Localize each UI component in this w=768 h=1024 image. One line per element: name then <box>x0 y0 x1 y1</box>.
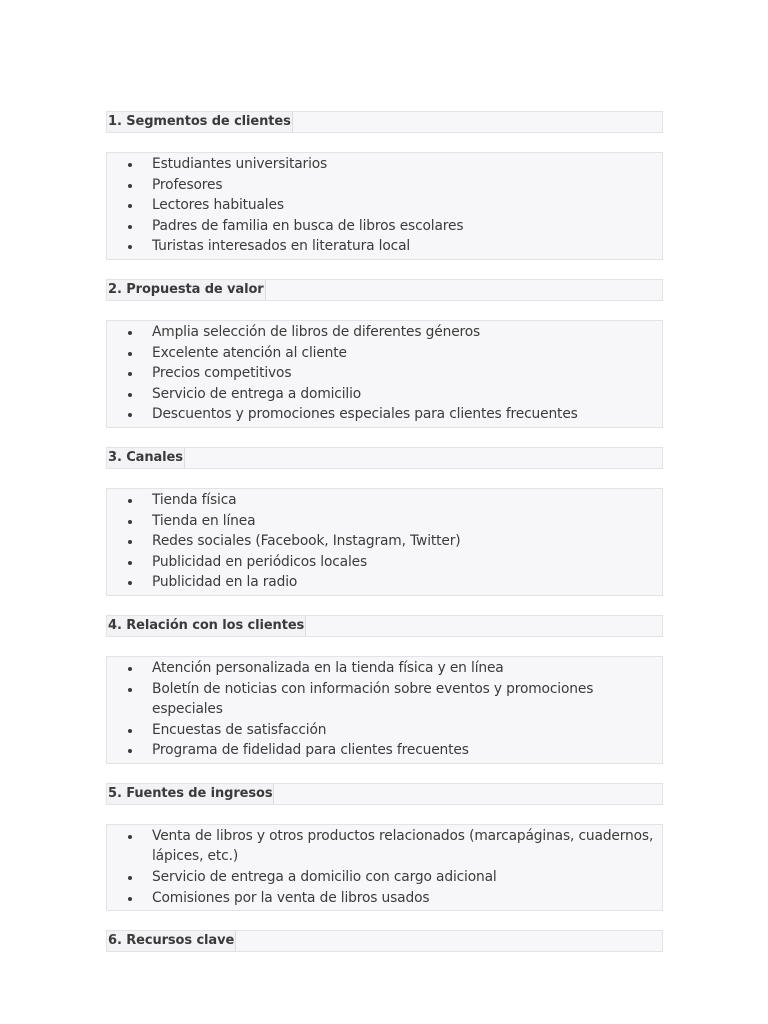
section-relacion-con-los-clientes <box>106 615 663 764</box>
list-item <box>107 888 658 909</box>
list-item <box>107 867 658 888</box>
list-item <box>107 322 658 343</box>
list-item-text: Comisiones por la venta de libros usados <box>152 889 430 906</box>
bullet-list <box>107 154 658 257</box>
list-item <box>107 384 658 405</box>
section-heading: 4. Relación con los clientes <box>107 616 306 636</box>
bullet-list <box>107 322 658 425</box>
list-item <box>107 511 658 532</box>
list-item <box>107 236 658 257</box>
bullet-icon <box>128 245 132 249</box>
list-item-text: Estudiantes universitarios <box>152 156 328 172</box>
list-item-text: Tienda en línea <box>152 512 256 529</box>
list-item <box>107 658 658 679</box>
list-item <box>107 531 658 552</box>
section-heading-bar <box>106 783 663 805</box>
bullet-icon <box>128 729 132 733</box>
list-item <box>107 740 658 761</box>
list-item <box>107 720 658 741</box>
section-propuesta-de-valor <box>106 279 663 428</box>
bullet-icon <box>128 352 132 356</box>
bullet-icon <box>128 897 132 901</box>
list-item-text: Padres de familia en busca de libros escolares <box>152 217 464 234</box>
list-item-text: Lectores habituales <box>152 197 284 214</box>
section-heading-bar <box>106 279 663 301</box>
bullet-icon <box>128 520 132 524</box>
section-recursos-clave <box>106 930 663 952</box>
section-item-list-box <box>106 824 663 911</box>
list-item-text: Redes sociales (Facebook, Instagram, Twitter) <box>152 533 461 550</box>
bullet-icon <box>128 749 132 753</box>
section-item-list-box <box>106 320 663 428</box>
bullet-icon <box>128 184 132 188</box>
document-body <box>106 111 663 952</box>
list-item-text: Atención personalizada en la tienda física y en línea <box>152 659 504 676</box>
section-heading: 2. Propuesta de valor <box>107 280 266 300</box>
section-heading: 6. Recursos clave <box>107 931 236 951</box>
bullet-icon <box>128 561 132 565</box>
section-heading: 3. Canales <box>107 448 185 468</box>
section-segmentos-de-clientes <box>106 111 663 260</box>
section-fuentes-de-ingresos <box>106 783 663 911</box>
bullet-icon <box>128 835 132 839</box>
list-item-text: Descuentos y promociones especiales para clientes frecuentes <box>152 406 578 423</box>
list-item-text: Turistas interesados en literatura local <box>152 238 411 255</box>
section-item-list-box <box>106 488 663 596</box>
list-item <box>107 343 658 364</box>
list-item <box>107 154 658 175</box>
bullet-icon <box>128 667 132 671</box>
list-item <box>107 404 658 425</box>
bullet-icon <box>128 331 132 335</box>
section-item-list-box <box>106 656 663 764</box>
bullet-icon <box>128 688 132 692</box>
bullet-icon <box>128 163 132 167</box>
list-item-text: Profesores <box>152 176 223 193</box>
list-item <box>107 195 658 216</box>
list-item <box>107 175 658 196</box>
bullet-icon <box>128 204 132 208</box>
list-item-text: Servicio de entrega a domicilio con cargo adicional <box>152 869 497 886</box>
list-item <box>107 216 658 237</box>
section-heading-bar <box>106 930 663 952</box>
bullet-icon <box>128 540 132 544</box>
section-canales <box>106 447 663 596</box>
section-heading: 5. Fuentes de ingresos <box>107 784 274 804</box>
bullet-icon <box>128 372 132 376</box>
bullet-icon <box>128 581 132 585</box>
list-item-text: Tienda física <box>152 491 237 508</box>
bullet-icon <box>128 876 132 880</box>
list-item-text: Venta de libros y otros productos relacionados (marcapáginas, cuadernos, lápices, etc.) <box>152 827 654 865</box>
bullet-list <box>107 826 658 908</box>
list-item-text: Publicidad en la radio <box>152 574 298 591</box>
bullet-icon <box>128 413 132 417</box>
list-item-text: Boletín de noticias con información sobre eventos y promociones especiales <box>152 680 594 718</box>
bullet-icon <box>128 225 132 229</box>
list-item-text: Programa de fidelidad para clientes frecuentes <box>152 742 469 759</box>
bullet-list <box>107 658 658 761</box>
list-item <box>107 572 658 593</box>
bullet-list <box>107 490 658 593</box>
list-item-text: Encuestas de satisfacción <box>152 721 327 738</box>
section-item-list-box <box>106 152 663 260</box>
list-item-text: Excelente atención al cliente <box>152 344 347 361</box>
list-item-text: Precios competitivos <box>152 365 292 382</box>
section-heading-bar <box>106 111 663 133</box>
list-item <box>107 363 658 384</box>
section-heading: 1. Segmentos de clientes <box>107 112 293 132</box>
list-item <box>107 679 658 720</box>
section-heading-bar <box>106 447 663 469</box>
list-item-text: Servicio de entrega a domicilio <box>152 385 362 402</box>
list-item-text: Publicidad en periódicos locales <box>152 553 368 570</box>
bullet-icon <box>128 499 132 503</box>
section-heading-bar <box>106 615 663 637</box>
list-item <box>107 552 658 573</box>
list-item <box>107 490 658 511</box>
list-item-text: Amplia selección de libros de diferentes géneros <box>152 323 481 340</box>
list-item <box>107 826 658 867</box>
bullet-icon <box>128 393 132 397</box>
